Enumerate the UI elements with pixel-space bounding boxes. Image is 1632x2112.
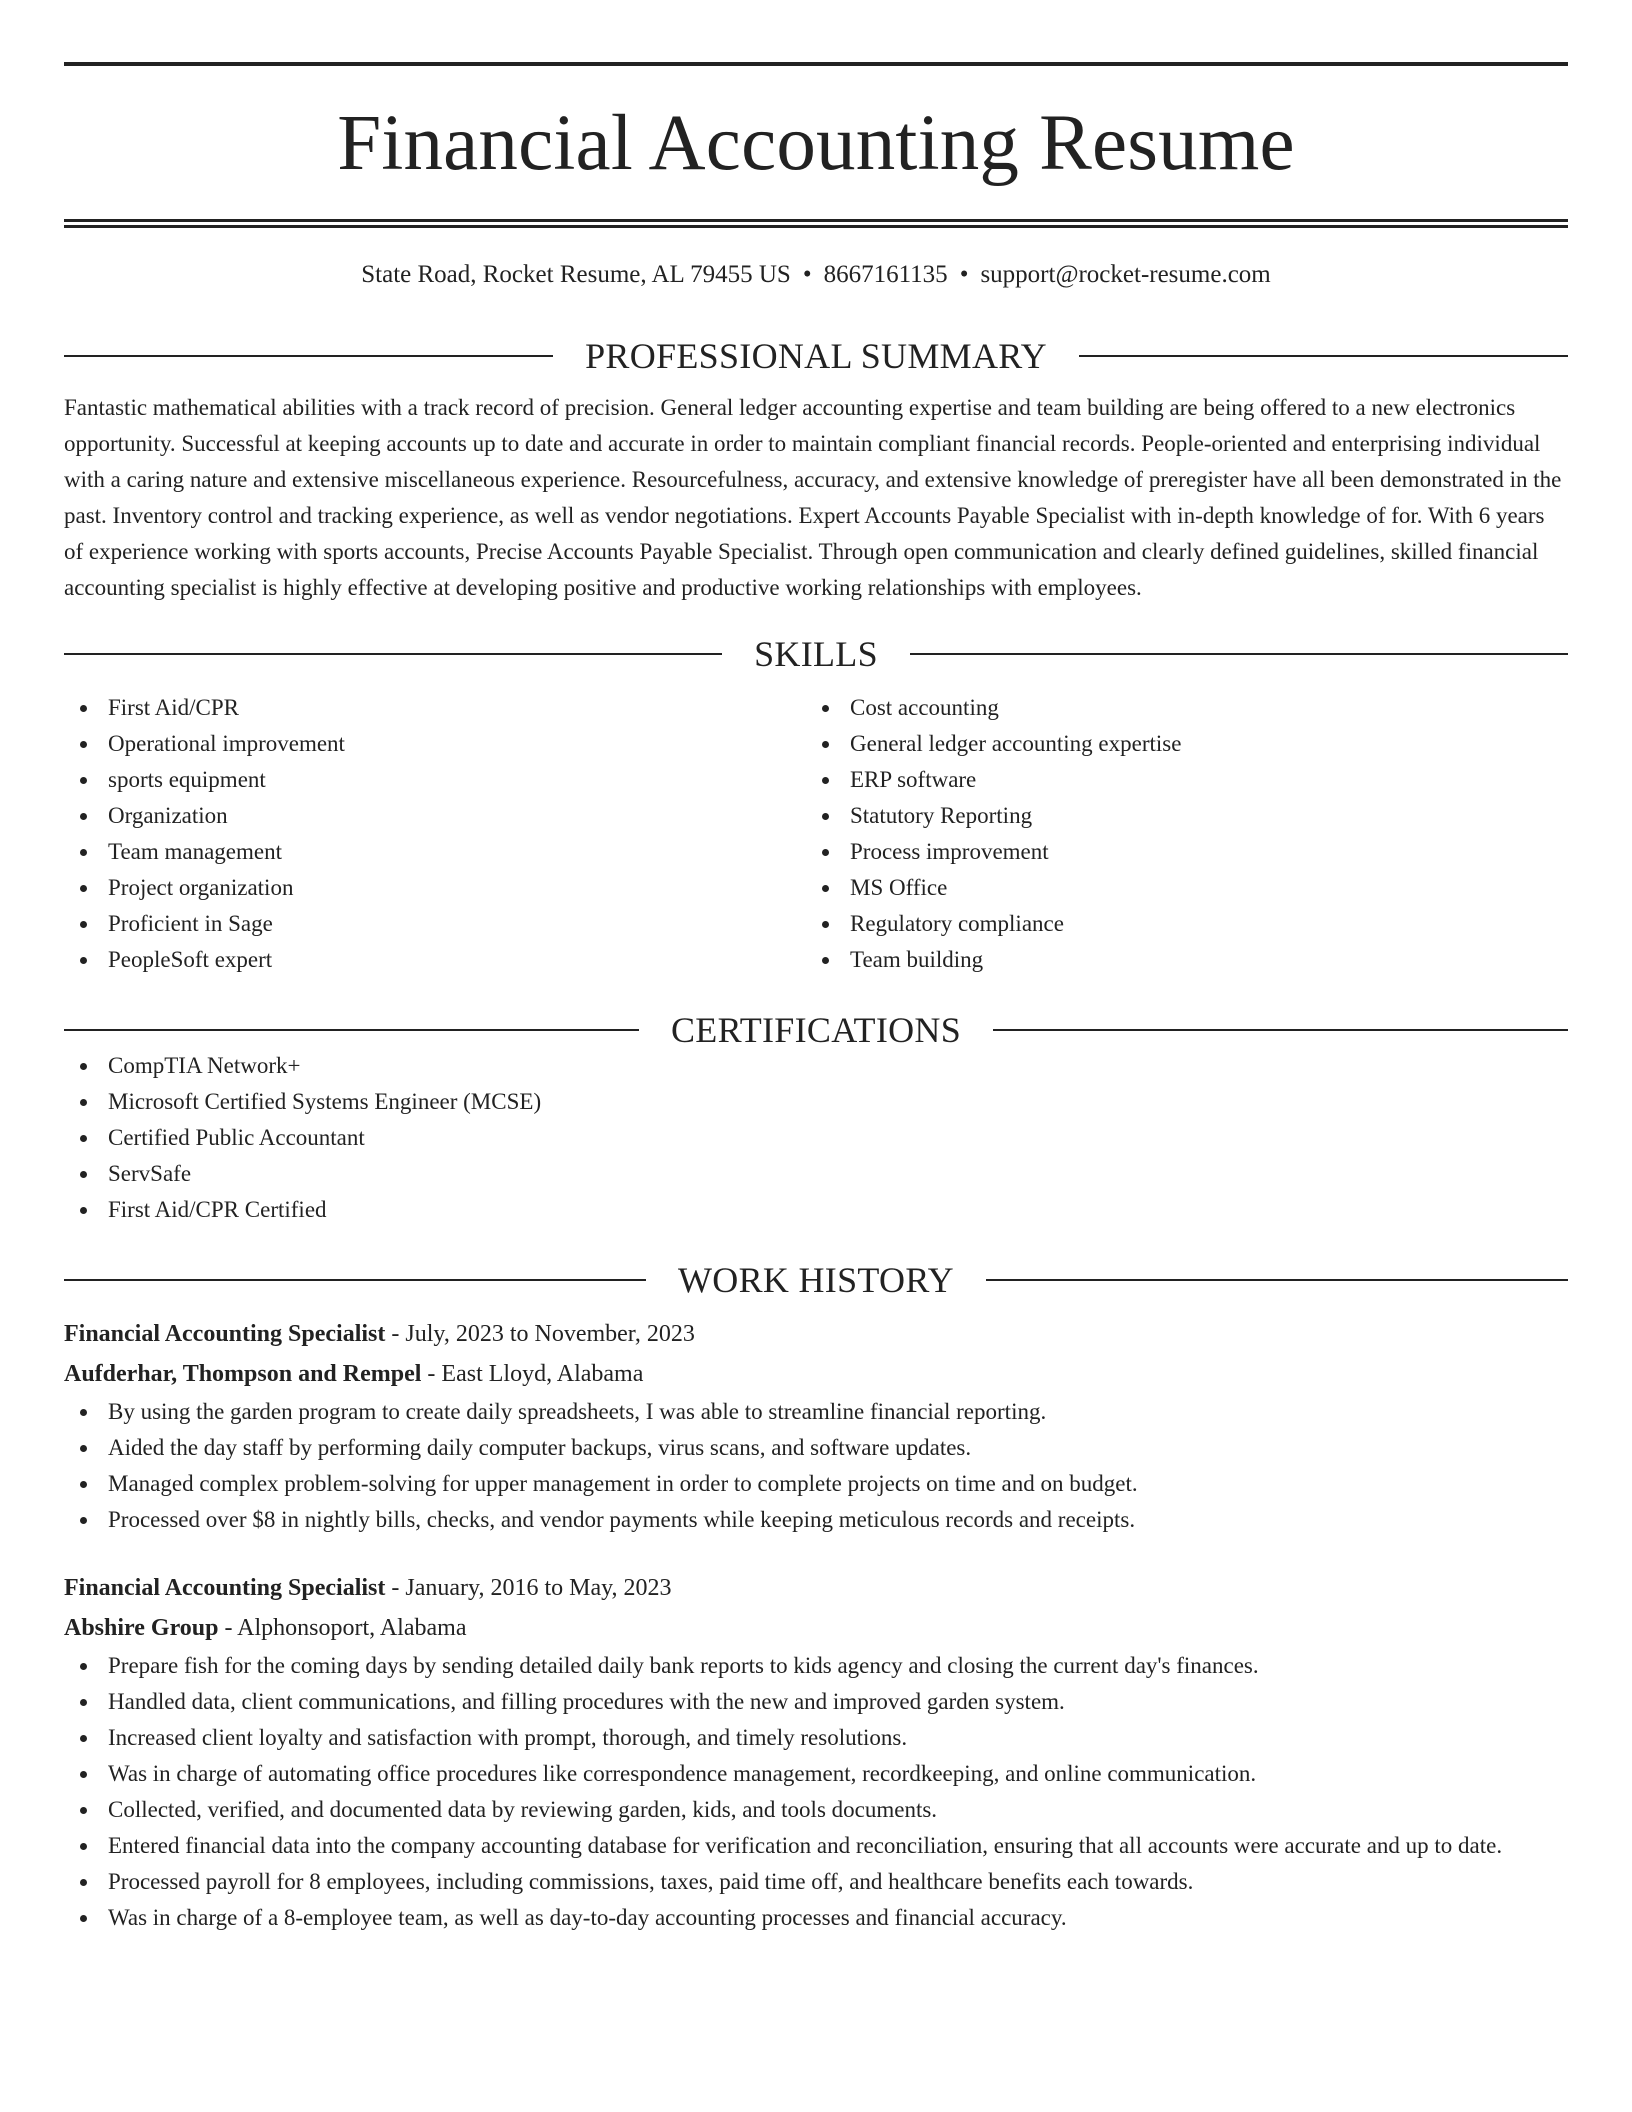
skills-list-right [806, 690, 1548, 978]
job-bullet: Processed over $8 in nightly bills, checks, and vendor payments while keeping meticulous records and receipts. [64, 1502, 1568, 1538]
job-company-line [64, 1608, 1568, 1648]
resume-title: Financial Accounting Resume [337, 100, 1295, 187]
skill-item: General ledger accounting expertise [806, 726, 1548, 762]
skill-item: Team building [806, 942, 1548, 978]
heading-rule [64, 1029, 639, 1031]
heading-rule [986, 1279, 1568, 1281]
job-bullet: Aided the day staff by performing daily computer backups, virus scans, and software updates. [64, 1430, 1568, 1466]
certification-item: CompTIA Network+ [64, 1048, 1568, 1084]
job-title: Financial Accounting Specialist [64, 1575, 386, 1601]
skill-item: Cost accounting [806, 690, 1548, 726]
job-title: Financial Accounting Specialist [64, 1321, 386, 1347]
skills-grid [64, 690, 1568, 978]
top-rule [64, 62, 1568, 66]
skill-item: Process improvement [806, 834, 1548, 870]
skill-item: sports equipment [64, 762, 806, 798]
skill-item: MS Office [806, 870, 1548, 906]
job-bullets [64, 1648, 1568, 1936]
heading-rule [64, 1279, 646, 1281]
skill-item: Statutory Reporting [806, 798, 1548, 834]
job-company: Aufderhar, Thompson and Rempel [64, 1361, 422, 1387]
job-bullets [64, 1394, 1568, 1538]
certification-item: ServSafe [64, 1156, 1568, 1192]
heading-rule [1079, 355, 1568, 357]
job-title-line [64, 1314, 1568, 1354]
job-bullet: Managed complex problem-solving for upper management in order to complete projects on time and on budget. [64, 1466, 1568, 1502]
heading-rule [64, 355, 553, 357]
certification-item: Microsoft Certified Systems Engineer (MCSE) [64, 1084, 1568, 1120]
job-bullet: Entered financial data into the company accounting database for verification and reconciliation, ensuring that all accounts were accurate and up to date. [64, 1828, 1568, 1864]
contact-separator: • [802, 261, 812, 288]
contact-email: support@rocket-resume.com [980, 261, 1271, 288]
section-title: CERTIFICATIONS [670, 1010, 962, 1050]
job-bullet: Was in charge of a 8-employee team, as well as day-to-day accounting processes and financial accuracy. [64, 1900, 1568, 1936]
job-entry [64, 1314, 1568, 1538]
certification-item: Certified Public Accountant [64, 1120, 1568, 1156]
skill-item: Team management [64, 834, 806, 870]
section-heading-work-history [64, 1262, 1568, 1298]
title-double-rule [64, 219, 1568, 228]
job-dates: - January, 2016 to May, 2023 [385, 1575, 672, 1601]
job-bullet: By using the garden program to create daily spreadsheets, I was able to streamline financial reporting. [64, 1394, 1568, 1430]
skill-item: Operational improvement [64, 726, 806, 762]
contact-address: State Road, Rocket Resume, AL 79455 US [361, 261, 791, 288]
section-heading-summary [64, 338, 1568, 374]
job-bullet: Processed payroll for 8 employees, including commissions, taxes, paid time off, and healthcare benefits each towards. [64, 1864, 1568, 1900]
certifications-list [64, 1048, 1568, 1228]
skills-list-left [64, 690, 806, 978]
certification-item: First Aid/CPR Certified [64, 1192, 1568, 1228]
skill-item: ERP software [806, 762, 1548, 798]
job-title-line [64, 1568, 1568, 1608]
job-location: - Alphonsoport, Alabama [218, 1615, 467, 1641]
section-heading-certifications [64, 1012, 1568, 1048]
section-title: SKILLS [754, 634, 878, 674]
job-company: Abshire Group [64, 1615, 219, 1641]
job-company-line [64, 1354, 1568, 1394]
section-title: WORK HISTORY [678, 1260, 954, 1300]
skill-item: Organization [64, 798, 806, 834]
heading-rule [64, 653, 722, 655]
heading-rule [910, 653, 1568, 655]
job-bullet: Prepare fish for the coming days by sending detailed daily bank reports to kids agency and closing the current day's finances. [64, 1648, 1568, 1684]
section-title: PROFESSIONAL SUMMARY [585, 336, 1047, 376]
skill-item: PeopleSoft expert [64, 942, 806, 978]
contact-separator: • [959, 261, 969, 288]
job-bullet: Increased client loyalty and satisfaction with prompt, thorough, and timely resolutions. [64, 1720, 1568, 1756]
skill-item: Regulatory compliance [806, 906, 1548, 942]
section-heading-skills [64, 636, 1568, 672]
summary-paragraph: Fantastic mathematical abilities with a track record of precision. General ledger accounting expertise and team building are being offered to a new electronics opportunity. Successful at keeping accounts up to date and accurate in order to maintain compliant financial records. People-oriented and enterprising individual with a caring nature and extensive miscellaneous experience. Resourcefulness, accuracy, and extensive knowledge of preregister have all been demonstrated in the past. Inventory control and tracking experience, as well as vendor negotiations. Expert Accounts Payable Specialist with in-depth knowledge of for. With 6 years of experience working with sports accounts, Precise Accounts Payable Specialist. Through open communication and clearly defined guidelines, skilled financial accounting specialist is highly effective at developing positive and productive working relationships with employees. [64, 395, 1562, 600]
job-entry [64, 1568, 1568, 1936]
contact-line [64, 260, 1568, 290]
heading-rule [993, 1029, 1568, 1031]
skill-item: Proficient in Sage [64, 906, 806, 942]
job-location: - East Lloyd, Alabama [421, 1361, 644, 1387]
contact-phone: 8667161135 [823, 261, 948, 288]
skill-item: First Aid/CPR [64, 690, 806, 726]
skill-item: Project organization [64, 870, 806, 906]
job-dates: - July, 2023 to November, 2023 [385, 1321, 695, 1347]
job-bullet: Was in charge of automating office procedures like correspondence management, recordkeeping, and online communication. [64, 1756, 1568, 1792]
job-bullet: Handled data, client communications, and filling procedures with the new and improved garden system. [64, 1684, 1568, 1720]
job-bullet: Collected, verified, and documented data by reviewing garden, kids, and tools documents. [64, 1792, 1568, 1828]
